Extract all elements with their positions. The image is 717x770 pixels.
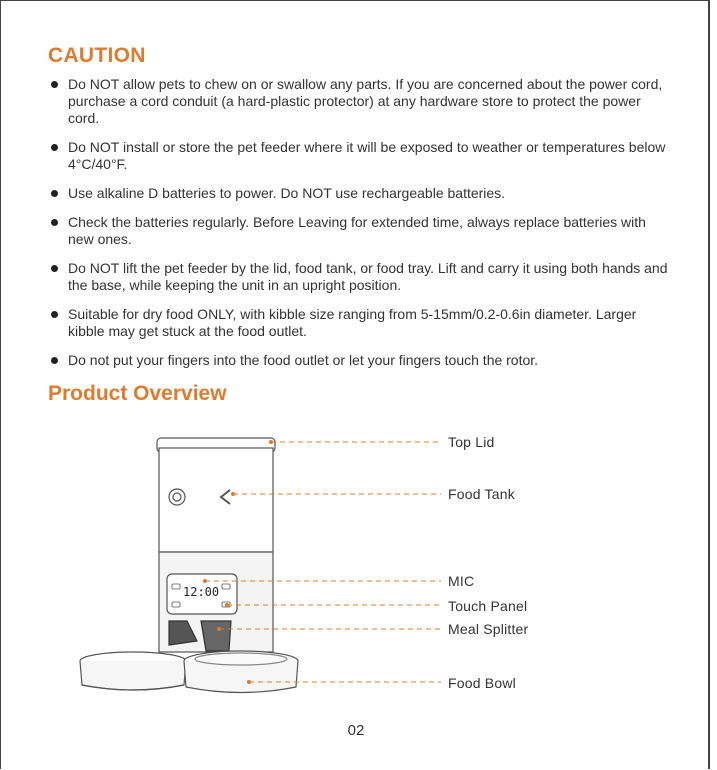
product-diagram bbox=[1, 1, 711, 770]
label-touch-panel: Touch Panel bbox=[448, 598, 528, 614]
page-number: 02 bbox=[347, 722, 365, 739]
caution-item: Suitable for dry food ONLY, with kibble size ranging from 5-15mm/0.2-0.6in diameter. Larger kibble may get stuck at the food outlet. bbox=[49, 306, 669, 340]
label-meal-splitter: Meal Splitter bbox=[448, 621, 529, 637]
label-food-bowl: Food Bowl bbox=[448, 675, 516, 691]
caution-item: Use alkaline D batteries to power. Do NOT use rechargeable batteries. bbox=[49, 185, 669, 202]
meal-splitter-shape bbox=[201, 621, 231, 651]
feeder-illustration bbox=[80, 438, 298, 693]
caution-heading: CAUTION bbox=[48, 44, 146, 67]
overview-heading: Product Overview bbox=[48, 382, 227, 405]
label-food-tank: Food Tank bbox=[448, 486, 515, 502]
display-time: 12:00 bbox=[183, 585, 220, 599]
caution-item: Do not put your fingers into the food outlet or let your fingers touch the rotor. bbox=[49, 352, 669, 369]
label-top-lid: Top Lid bbox=[448, 434, 495, 450]
caution-item: Check the batteries regularly. Before Leaving for extended time, always replace batteries with new ones. bbox=[49, 214, 669, 248]
label-mic: MIC bbox=[448, 573, 475, 589]
caution-item: Do NOT allow pets to chew on or swallow any parts. If you are concerned about the power cord, purchase a cord conduit (a hard-plastic protector) at any hardware store to protect the power cord. bbox=[49, 76, 669, 127]
caution-item: Do NOT install or store the pet feeder where it will be exposed to weather or temperatures below 4°C/40°F. bbox=[49, 139, 669, 173]
caution-item: Do NOT lift the pet feeder by the lid, food tank, or food tray. Lift and carry it using both hands and the base, while keeping the unit in an upright position. bbox=[49, 260, 669, 294]
